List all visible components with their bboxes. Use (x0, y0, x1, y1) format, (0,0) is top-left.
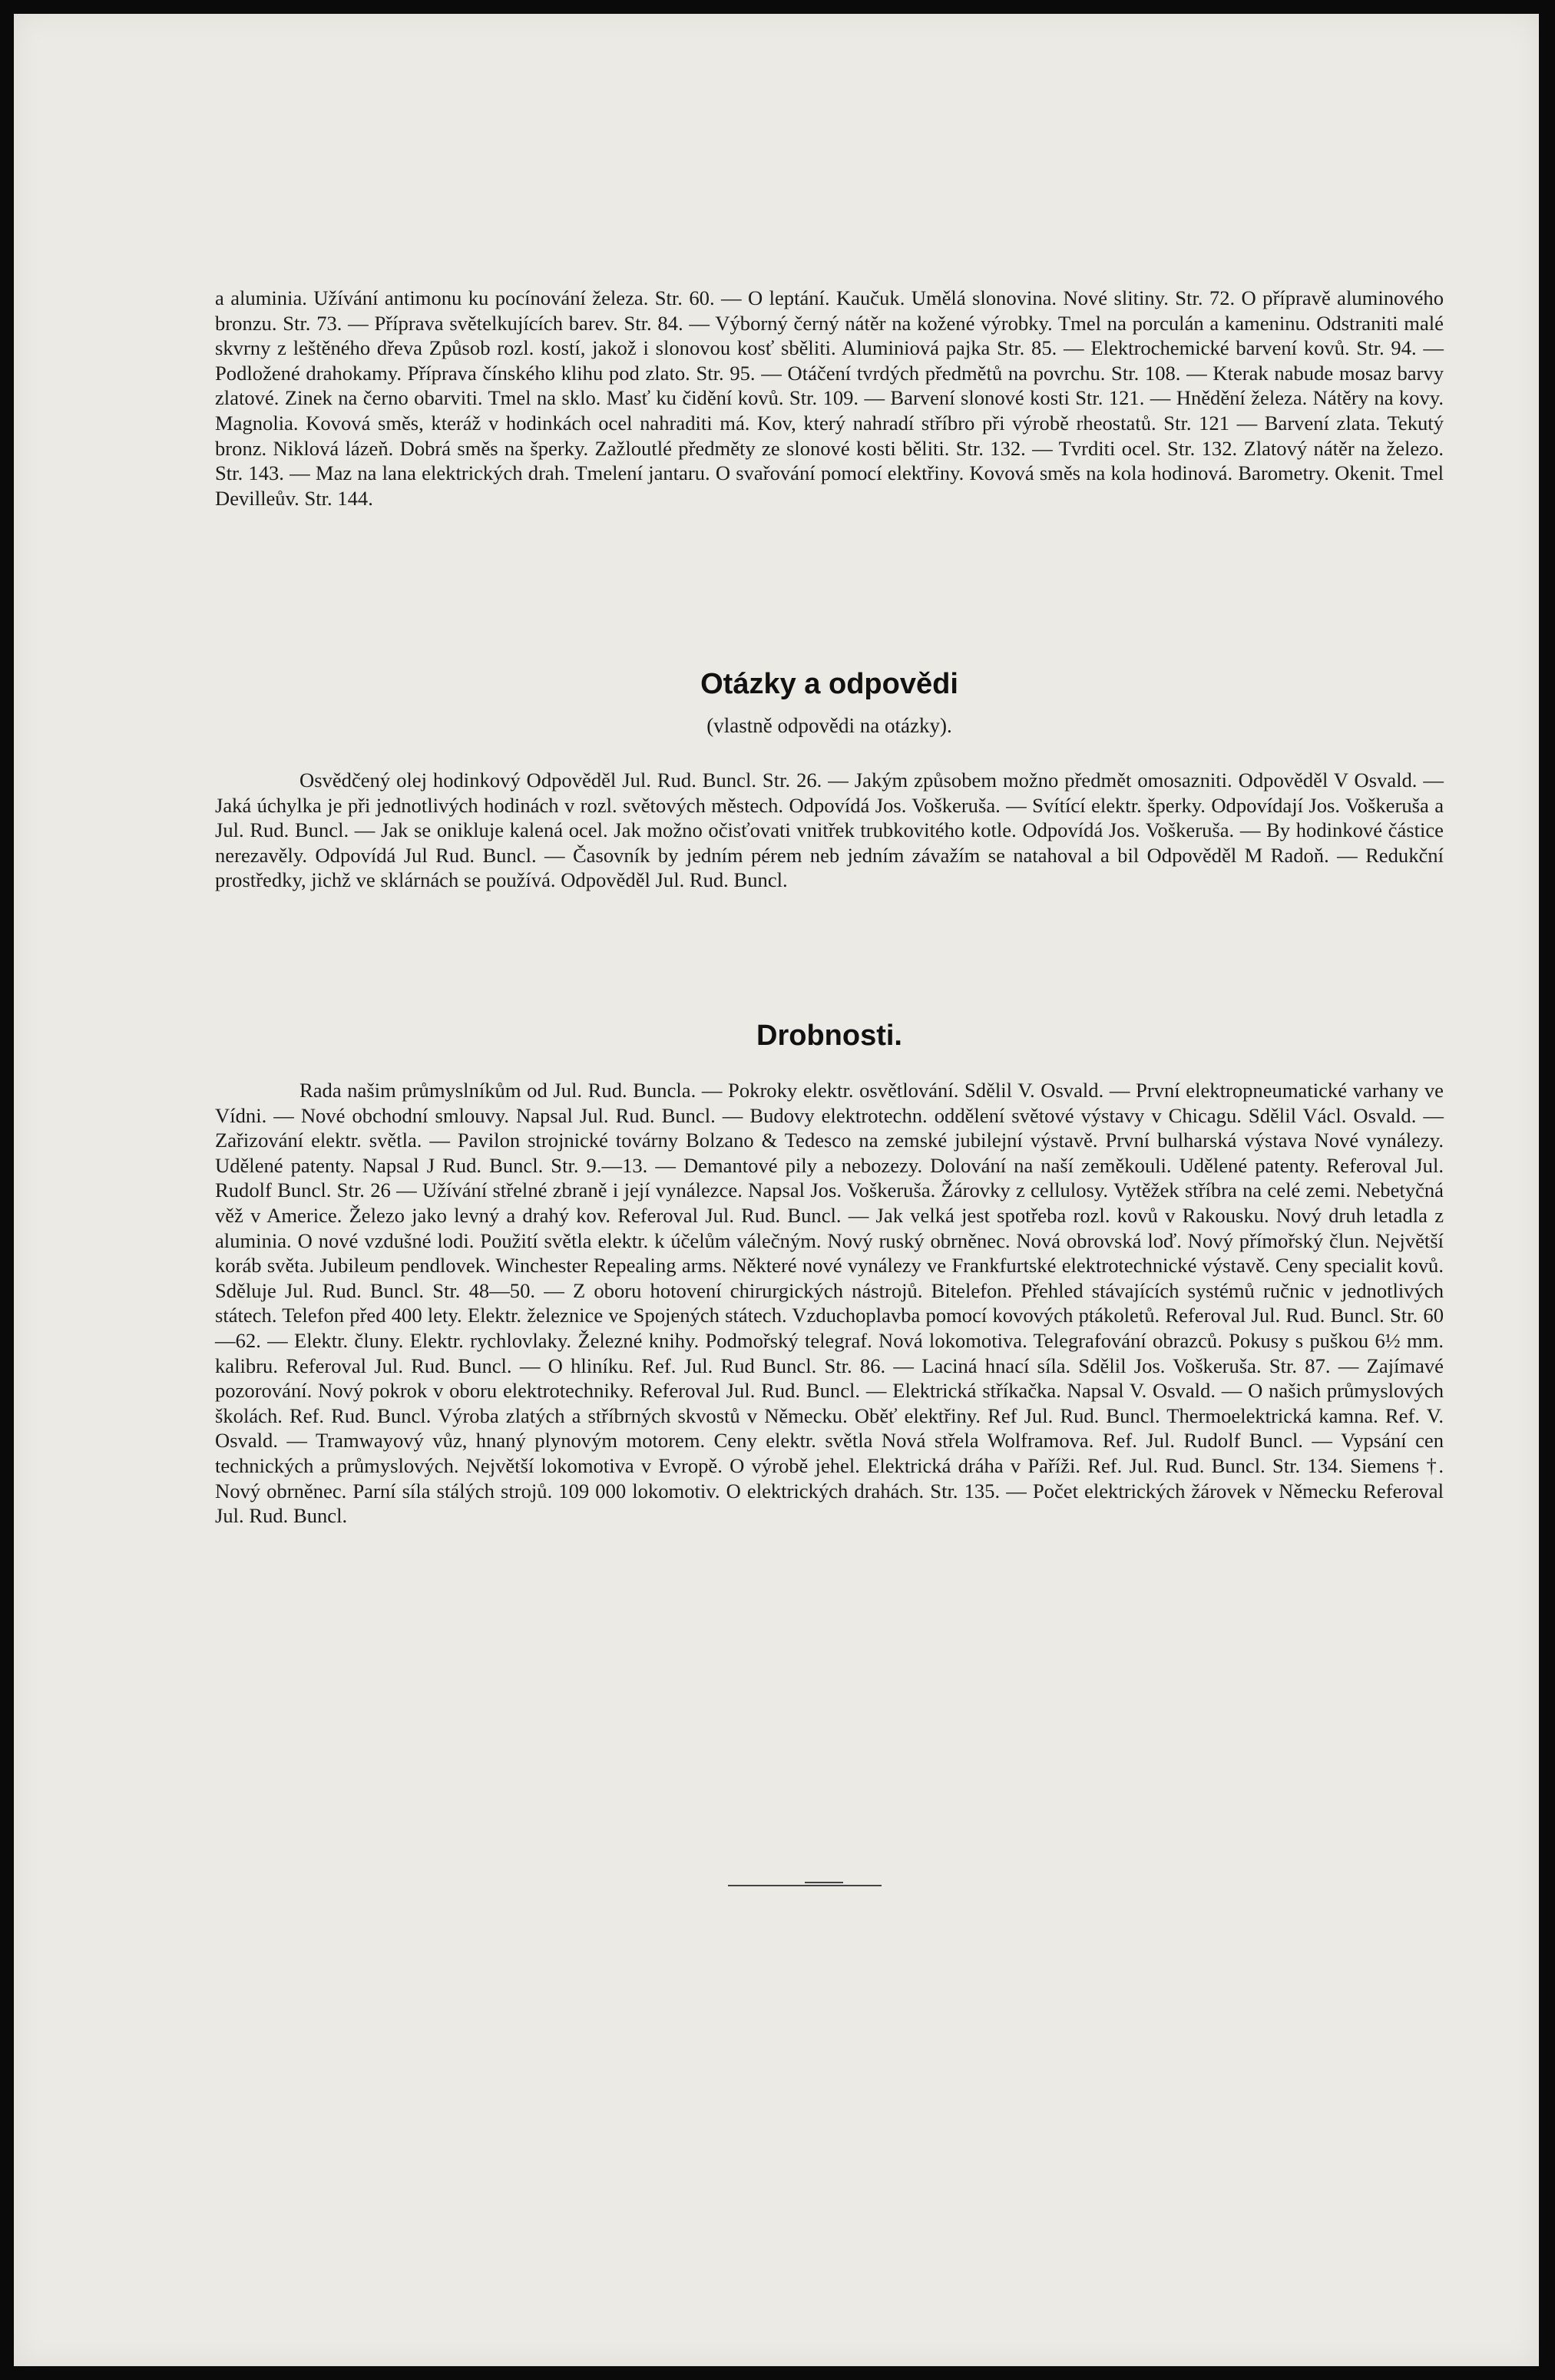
misc-block (215, 1078, 1444, 1529)
end-rule (728, 1885, 882, 1886)
qa-block (215, 768, 1444, 893)
qa-paragraph: Osvědčený olej hodinkový Odpověděl Jul. Rud. Buncl. Str. 26. — Jakým způsobem možno předmět omosazniti. Odpověděl V Osvald. — Jaká úchylka je při jednotlivých hodinách v rozl. světových městech. Odpovídá Jos. Voškeruša. — Svítící elektr. šperky. Odpovídají Jos. Voškeruša a Jul. Rud. Buncl. — Jak se onikluje kalená ocel. Jak možno očisťovati vnitřek trubkovitého kotle. Odpovídá Jos. Voškeruša. — By hodinkové částice nerezavěly. Odpovídá Jul Rud. Buncl. — Časovník by jedním pérem neb jedním závažím se natahoval a bil Odpověděl M Radoň. — Redukční prostředky, jichž ve sklárnách se používá. Odpověděl Jul. Rud. Buncl. (215, 769, 1444, 892)
document-page (14, 14, 1539, 2366)
index-continuation (215, 286, 1444, 511)
end-rule-accent (805, 1882, 843, 1883)
misc-heading: Drobnosti. (756, 1020, 902, 1052)
qa-subheading: (vlastně odpovědi na otázky). (706, 714, 952, 737)
qa-heading: Otázky a odpovědi (700, 668, 958, 700)
misc-paragraph: Rada našim průmyslníkům od Jul. Rud. Buncla. — Pokroky elektr. osvětlování. Sdělil V. Osvald. — První elektropneumatické varhany ve Vídni. — Nové obchodní smlouvy. Napsal Jul. Rud. Buncl. — Budovy elektrotechn. oddělení světové výstavy v Chicagu. Sdělil Václ. Osvald. — Zařizování elektr. světla. — Pavilon strojnické továrny Bolzano & Tedesco na zemské jubilejní výstavě. První bulharská výstava Nové vynálezy. Udělené patenty. Napsal J Rud. Buncl. Str. 9.—13. — Demantové pily a nebozezy. Dolování na naší zeměkouli. Udělené patenty. Referoval Jul. Rudolf Buncl. Str. 26 — Užívání střelné zbraně i její vynálezce. Napsal Jos. Voškeruša. Žárovky z cellulosy. Vytěžek stříbra na celé zemi. Nebetyčná věž v Americe. Železo jako levný a drahý kov. Referoval Jul. Rud. Buncl. — Jak velká jest spotřeba rozl. kovů v Rakousku. Nový druh letadla z aluminia. O nové vzdušné lodi. Použití světla elektr. k účelům válečným. Nový ruský obrněnec. Nová obrovská loď. Nový přímořský člun. Největší koráb světa. Jubileum pendlovek. Winchester Repealing arms. Některé nové vynálezy ve Frankfurtské elektrotechnické výstavě. Ceny specialit kovů. Sděluje Jul. Rud. Buncl. Str. 48—50. — Z oboru hotovení chirurgických nástrojů. Bitelefon. Přehled stávajících systémů ručnic v jednotlivých státech. Telefon před 400 lety. Elektr. železnice ve Spojených státech. Vzduchoplavba pomocí kovových ptákoletů. Referoval Jul. Rud. Buncl. Str. 60—62. — Elektr. čluny. Elektr. rychlovlaky. Železné knihy. Podmořský telegraf. Nová lokomotiva. Telegrafování obrazců. Pokusy s puškou 6½ mm. kalibru. Referoval Jul. Rud. Buncl. — O hliníku. Ref. Jul. Rud Buncl. Str. 86. — Laciná hnací síla. Sdělil Jos. Voškeruša. Str. 87. — Zajímavé pozorování. Nový pokrok v oboru elektrotechniky. Referoval Jul. Rud. Buncl. — Elektrická stříkačka. Napsal V. Osvald. — O našich průmyslových školách. Ref. Rud. Buncl. Výroba zlatých a stříbrných skvostů v Německu. Oběť elektřiny. Ref Jul. Rud. Buncl. Thermoelektrická kamna. Ref. V. Osvald. — Tramwayový vůz, hnaný plynovým motorem. Ceny elektr. světla Nová střela Wolframova. Ref. Jul. Rudolf Buncl. — Vypsání cen technických a průmyslových. Největší lokomotiva v Evropě. O výrobě jehel. Elektrická dráha v Paříži. Ref. Jul. Rud. Buncl. Str. 134. Siemens †. Nový obrněnec. Parní síla stálých strojů. 109 000 lokomotiv. O elektrických drahách. Str. 135. — Počet elektrických žárovek v Německu Referoval Jul. Rud. Buncl. (215, 1079, 1444, 1528)
index-paragraph: a aluminia. Užívání antimonu ku pocínování železa. Str. 60. — O leptání. Kaučuk. Umělá slonovina. Nové slitiny. Str. 72. O přípravě aluminového bronzu. Str. 73. — Příprava světelkujících barev. Str. 84. — Výborný černý nátěr na kožené výrobky. Tmel na porculán a kameninu. Odstraniti malé skvrny z leštěného dřeva Způsob rozl. kostí, jakož i slonovou kosť sběliti. Aluminiová pajka Str. 85. — Elektrochemické barvení kovů. Str. 94. — Podložené drahokamy. Příprava čínského klihu pod zlato. Str. 95. — Otáčení tvrdých předmětů na povrchu. Str. 108. — Kterak nabude mosaz barvy zlatové. Zinek na černo obarviti. Tmel na sklo. Masť ku čidění kovů. Str. 109. — Barvení slonové kosti Str. 121. — Hnědění železa. Nátěry na kovy. Magnolia. Kovová směs, kteráž v hodinkách ocel nahraditi má. Kov, který nahradí stříbro při výrobě rheostatů. Str. 121 — Barvení zlata. Tekutý bronz. Niklová lázeň. Dobrá směs na šperky. Zažloutlé předměty ze slonové kosti běliti. Str. 132. — Tvrditi ocel. Str. 132. Zlatový nátěr na železo. Str. 143. — Maz na lana elektrických drah. Tmelení jantaru. O svařování pomocí elektřiny. Kovová směs na kola hodinová. Barometry. Okenit. Tmel Devilleův. Str. 144. (215, 286, 1444, 510)
